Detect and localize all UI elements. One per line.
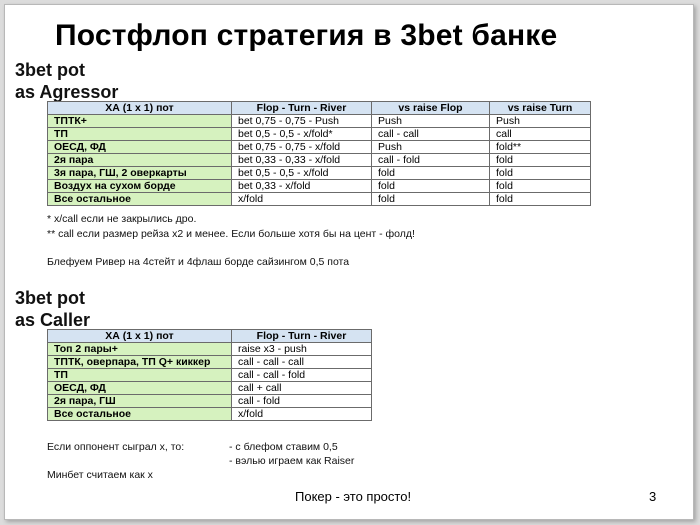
line-cell: call - fold [232, 395, 372, 408]
hand-cell: ОЕСД, ФД [48, 382, 232, 395]
caller-note-minbet: Минбет считаем как x [47, 469, 153, 481]
vs-raise-turn-cell: fold [490, 154, 591, 167]
aggressor-note-2: ** call если размер рейза х2 и менее. Если больше хотя бы на цент - фолд! [47, 228, 415, 240]
table-row [48, 408, 372, 421]
table-row [48, 193, 591, 206]
hand-cell: Все остальное [48, 408, 232, 421]
line-cell: call - call - fold [232, 369, 372, 382]
aggressor-header-row [48, 102, 591, 115]
table-row [48, 356, 372, 369]
table-row [48, 382, 372, 395]
page-number: 3 [649, 489, 657, 504]
table-row [48, 369, 372, 382]
table-row [48, 141, 591, 154]
aggressor-heading-line2: as Agressor [15, 82, 119, 102]
caller-table [47, 329, 372, 421]
table-row [48, 180, 591, 193]
caller-heading-line2: as Caller [15, 310, 91, 330]
aggressor-heading-line1: 3bet pot [15, 60, 85, 80]
hand-cell: Воздух на сухом борде [48, 180, 232, 193]
vs-raise-turn-cell: fold [490, 193, 591, 206]
hand-cell: 2я пара [48, 154, 232, 167]
slide [4, 4, 694, 520]
slide-title: Постфлоп стратегия в 3bet банке [55, 19, 558, 52]
vs-raise-flop-cell: call - fold [372, 154, 490, 167]
footer-text: Покер - это просто! [295, 489, 412, 504]
hand-cell: Топ 2 пары+ [48, 343, 232, 356]
table-row [48, 167, 591, 180]
hand-cell: 2я пара, ГШ [48, 395, 232, 408]
col-header-line: Flop - Turn - River [232, 102, 372, 115]
table-row [48, 154, 591, 167]
col-header-hand: ХА (1 х 1) пот [48, 102, 232, 115]
table-row [48, 128, 591, 141]
table-row [48, 395, 372, 408]
hand-cell: ТП [48, 128, 232, 141]
vs-raise-turn-cell: fold** [490, 141, 591, 154]
vs-raise-flop-cell: fold [372, 180, 490, 193]
line-cell: call + call [232, 382, 372, 395]
vs-raise-flop-cell: Push [372, 115, 490, 128]
table-row [48, 115, 591, 128]
table-row [48, 343, 372, 356]
line-cell: x/fold [232, 193, 372, 206]
line-cell: bet 0,75 - 0,75 - Push [232, 115, 372, 128]
hand-cell: ТПТК+ [48, 115, 232, 128]
vs-raise-turn-cell: fold [490, 167, 591, 180]
hand-cell: 3я пара, ГШ, 2 оверкарты [48, 167, 232, 180]
line-cell: bet 0,5 - 0,5 - x/fold [232, 167, 372, 180]
caller-note-bluff: - с блефом ставим 0,5 [229, 441, 338, 453]
hand-cell: ОЕСД, ФД [48, 141, 232, 154]
line-cell: bet 0,33 - 0,33 - x/fold [232, 154, 372, 167]
vs-raise-turn-cell: Push [490, 115, 591, 128]
aggressor-table [47, 101, 591, 206]
line-cell: bet 0,75 - 0,75 - x/fold [232, 141, 372, 154]
line-cell: bet 0,33 - x/fold [232, 180, 372, 193]
caller-header-row [48, 330, 372, 343]
vs-raise-turn-cell: call [490, 128, 591, 141]
vs-raise-flop-cell: fold [372, 167, 490, 180]
vs-raise-flop-cell: call - call [372, 128, 490, 141]
caller-heading-line1: 3bet pot [15, 288, 85, 308]
line-cell: raise x3 - push [232, 343, 372, 356]
col-header-hand: ХА (1 х 1) пот [48, 330, 232, 343]
aggressor-note-1: * x/call если не закрылись дро. [47, 213, 197, 225]
caller-note-if-check: Если оппонент сыграл x, то: [47, 441, 185, 453]
aggressor-note-3: Блефуем Ривер на 4стейт и 4флаш борде сайзингом 0,5 пота [47, 256, 350, 268]
vs-raise-turn-cell: fold [490, 180, 591, 193]
line-cell: call - call - call [232, 356, 372, 369]
vs-raise-flop-cell: fold [372, 193, 490, 206]
hand-cell: ТП [48, 369, 232, 382]
hand-cell: Все остальное [48, 193, 232, 206]
col-header-vs-raise-turn: vs raise Turn [490, 102, 591, 115]
caller-heading [15, 287, 90, 331]
aggressor-heading [15, 59, 118, 103]
col-header-line: Flop - Turn - River [232, 330, 372, 343]
caller-note-value: - вэлью играем как Raiser [229, 455, 355, 467]
line-cell: x/fold [232, 408, 372, 421]
hand-cell: ТПТК, оверпара, ТП Q+ киккер [48, 356, 232, 369]
line-cell: bet 0,5 - 0,5 - x/fold* [232, 128, 372, 141]
vs-raise-flop-cell: Push [372, 141, 490, 154]
col-header-vs-raise-flop: vs raise Flop [372, 102, 490, 115]
